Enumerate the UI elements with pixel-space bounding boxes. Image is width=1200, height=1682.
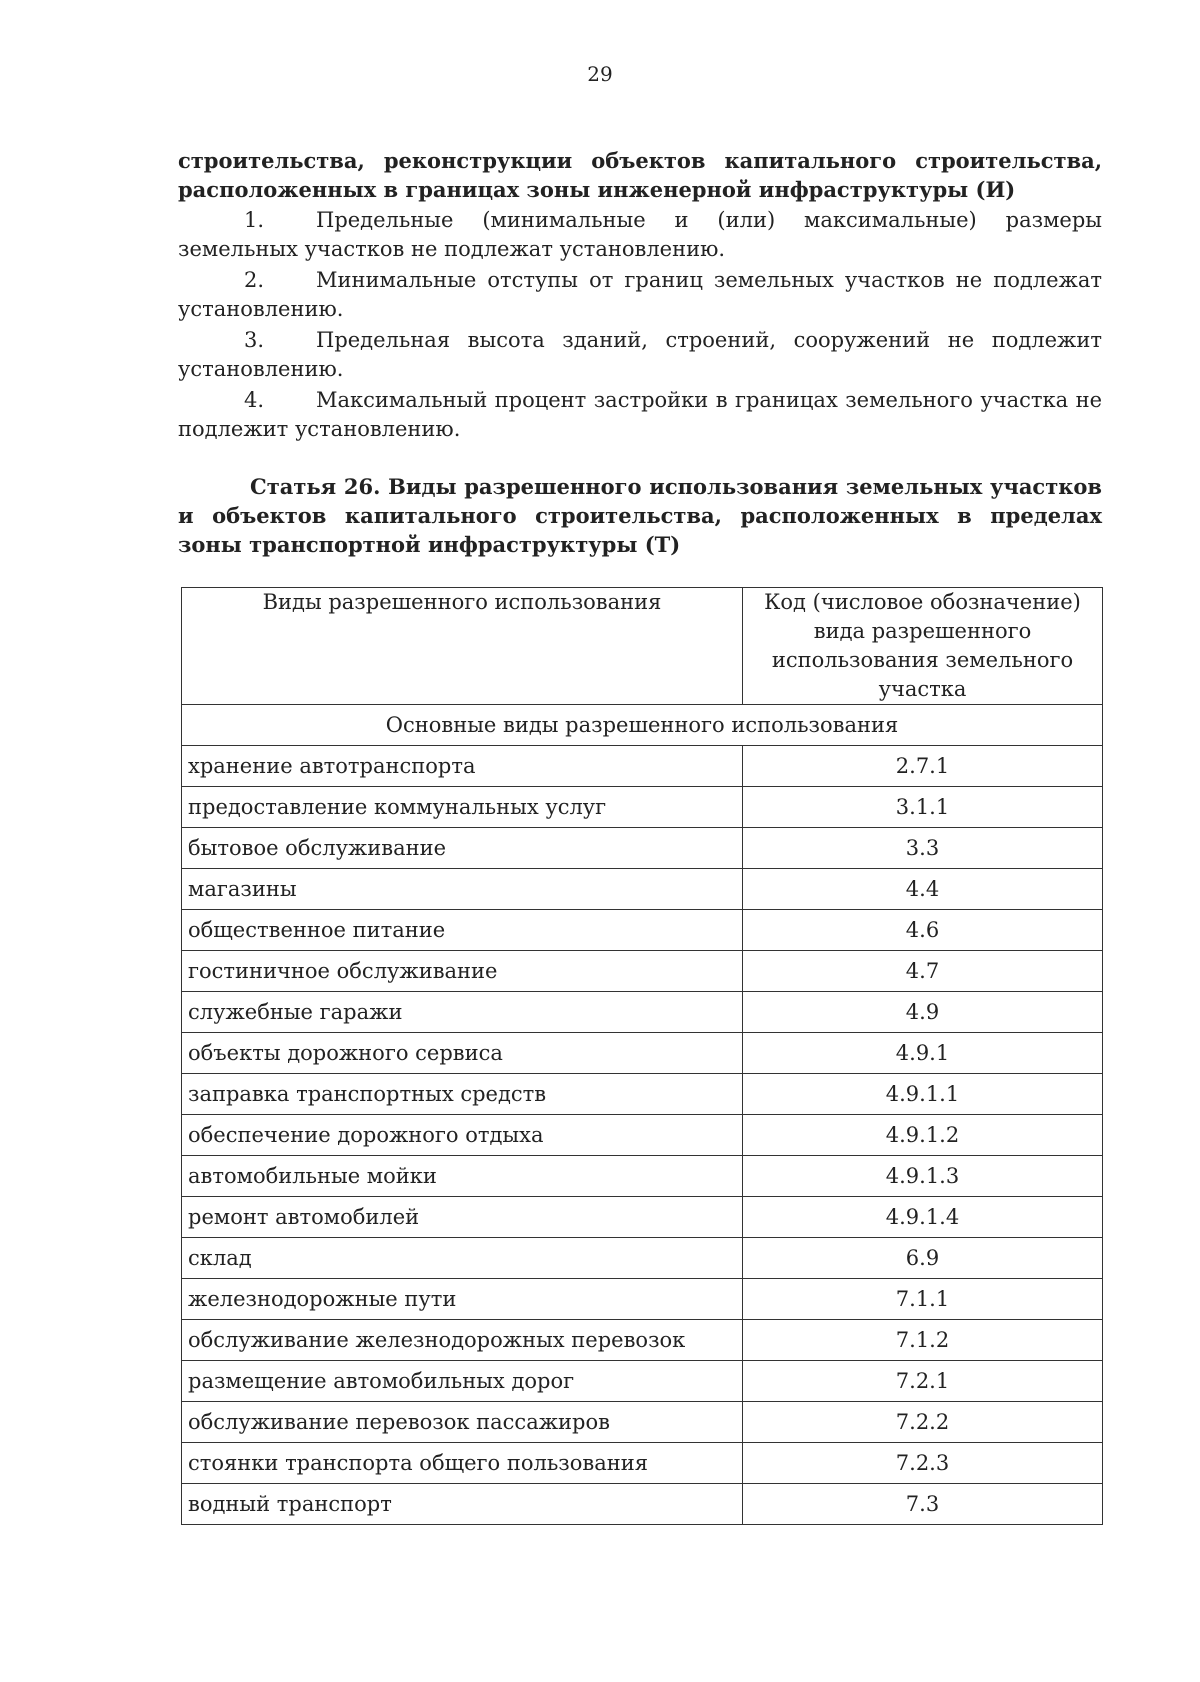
use-name-cell: ремонт автомобилей bbox=[182, 1197, 743, 1238]
use-code-cell: 4.6 bbox=[743, 910, 1103, 951]
use-name-cell: магазины bbox=[182, 869, 743, 910]
table-body bbox=[182, 705, 1103, 1525]
item-number: 2. bbox=[244, 268, 265, 292]
table-row bbox=[182, 1156, 1103, 1197]
use-name-cell: размещение автомобильных дорог bbox=[182, 1361, 743, 1402]
use-name-cell: стоянки транспорта общего пользования bbox=[182, 1443, 743, 1484]
use-name-cell: общественное питание bbox=[182, 910, 743, 951]
use-code-cell: 2.7.1 bbox=[743, 746, 1103, 787]
item-text: Минимальные отступы от границ земельных участков не подлежат установлению. bbox=[178, 268, 1102, 321]
table-row bbox=[182, 992, 1103, 1033]
use-name-cell: объекты дорожного сервиса bbox=[182, 1033, 743, 1074]
table-row bbox=[182, 1443, 1103, 1484]
use-name-cell: склад bbox=[182, 1238, 743, 1279]
use-code-cell: 4.7 bbox=[743, 951, 1103, 992]
table-row bbox=[182, 910, 1103, 951]
item-text: Максимальный процент застройки в границах земельного участка не подлежит установлению. bbox=[178, 388, 1102, 441]
use-code-cell: 7.2.3 bbox=[743, 1443, 1103, 1484]
use-code-cell: 7.1.1 bbox=[743, 1279, 1103, 1320]
use-code-cell: 3.1.1 bbox=[743, 787, 1103, 828]
use-code-cell: 6.9 bbox=[743, 1238, 1103, 1279]
use-name-cell: обеспечение дорожного отдыха bbox=[182, 1115, 743, 1156]
table-row bbox=[182, 1238, 1103, 1279]
list-item bbox=[178, 206, 1102, 264]
list-item bbox=[178, 386, 1102, 444]
table-row bbox=[182, 746, 1103, 787]
table-row bbox=[182, 1197, 1103, 1238]
use-name-cell: служебные гаражи bbox=[182, 992, 743, 1033]
section-row bbox=[182, 705, 1103, 746]
items-list bbox=[178, 206, 1102, 446]
list-item bbox=[178, 266, 1102, 324]
table-row bbox=[182, 787, 1103, 828]
use-code-cell: 4.9.1.2 bbox=[743, 1115, 1103, 1156]
table-row bbox=[182, 1361, 1103, 1402]
use-name-cell: железнодорожные пути bbox=[182, 1279, 743, 1320]
table-row bbox=[182, 1279, 1103, 1320]
use-code-cell: 4.9 bbox=[743, 992, 1103, 1033]
use-code-cell: 4.9.1.1 bbox=[743, 1074, 1103, 1115]
use-name-cell: автомобильные мойки bbox=[182, 1156, 743, 1197]
table-row bbox=[182, 1320, 1103, 1361]
article-title: Статья 26. Виды разрешенного использования земельных участков и объектов капитального строительства, расположенных в пределах зоны транспортной инфраструктуры (Т) bbox=[178, 474, 1102, 557]
use-name-cell: гостиничное обслуживание bbox=[182, 951, 743, 992]
item-number: 4. bbox=[244, 388, 265, 412]
use-code-cell: 3.3 bbox=[743, 828, 1103, 869]
use-name-cell: обслуживание железнодорожных перевозок bbox=[182, 1320, 743, 1361]
use-name-cell: бытовое обслуживание bbox=[182, 828, 743, 869]
use-name-cell: обслуживание перевозок пассажиров bbox=[182, 1402, 743, 1443]
table-row bbox=[182, 1074, 1103, 1115]
use-name-cell: заправка транспортных средств bbox=[182, 1074, 743, 1115]
use-name-cell: предоставление коммунальных услуг bbox=[182, 787, 743, 828]
use-code-cell: 7.3 bbox=[743, 1484, 1103, 1525]
table-row bbox=[182, 1033, 1103, 1074]
table-row bbox=[182, 1115, 1103, 1156]
use-code-cell: 4.9.1.3 bbox=[743, 1156, 1103, 1197]
section-title: Основные виды разрешенного использования bbox=[182, 705, 1103, 746]
table-row bbox=[182, 828, 1103, 869]
header-code: Код (числовое обозначение) вида разрешенного использования земельного участка bbox=[743, 588, 1103, 705]
land-use-table bbox=[181, 587, 1103, 1525]
use-name-cell: хранение автотранспорта bbox=[182, 746, 743, 787]
page-number: 29 bbox=[587, 62, 613, 86]
item-number: 3. bbox=[244, 328, 265, 352]
header-name: Виды разрешенного использования bbox=[182, 588, 743, 705]
item-text: Предельные (минимальные и (или) максимальные) размеры земельных участков не подлежат установлению. bbox=[178, 208, 1102, 261]
use-code-cell: 7.1.2 bbox=[743, 1320, 1103, 1361]
use-code-cell: 4.9.1.4 bbox=[743, 1197, 1103, 1238]
use-code-cell: 4.9.1 bbox=[743, 1033, 1103, 1074]
table-row bbox=[182, 1484, 1103, 1525]
use-code-cell: 7.2.2 bbox=[743, 1402, 1103, 1443]
table-row bbox=[182, 1402, 1103, 1443]
use-code-cell: 7.2.1 bbox=[743, 1361, 1103, 1402]
use-name-cell: водный транспорт bbox=[182, 1484, 743, 1525]
table-row bbox=[182, 951, 1103, 992]
table-row bbox=[182, 869, 1103, 910]
list-item bbox=[178, 326, 1102, 384]
item-text: Предельная высота зданий, строений, сооружений не подлежит установлению. bbox=[178, 328, 1102, 381]
intro-paragraph: строительства, реконструкции объектов капитального строительства, расположенных в границах зоны инженерной инфраструктуры (И) bbox=[178, 148, 1102, 202]
item-number: 1. bbox=[244, 208, 265, 232]
table-header-row bbox=[182, 588, 1103, 705]
use-code-cell: 4.4 bbox=[743, 869, 1103, 910]
